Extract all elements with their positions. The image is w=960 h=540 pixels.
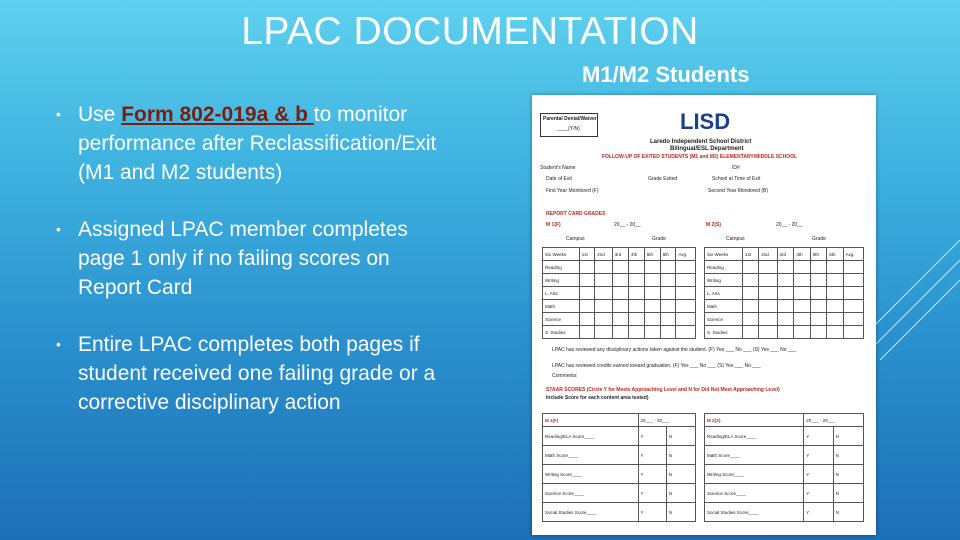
table-cell: 6th	[827, 248, 843, 261]
table-cell: N	[666, 503, 695, 522]
parental-label: Parental Denial/Waiver	[543, 116, 597, 122]
campus-label-2: Campus	[726, 236, 745, 242]
table-cell: Six Weeks	[543, 248, 580, 261]
bullet-icon: •	[56, 106, 61, 122]
table-cell: Y	[804, 446, 833, 465]
table-cell: 5th	[644, 248, 660, 261]
form-link[interactable]: Form 802-019a & b	[121, 103, 314, 126]
exit-date-label: Date of Exit	[546, 176, 572, 182]
table-cell: Science	[543, 313, 580, 326]
staar-heading: STAAR SCORES (Circle Y for Meets Approaching Level and N for Did Not Meet Approaching Level)	[546, 387, 780, 393]
table-cell: 2nd	[759, 248, 777, 261]
id-label: ID#	[732, 165, 740, 171]
table-cell: N	[833, 503, 863, 522]
table-cell: Science	[705, 313, 743, 326]
table-cell: N	[833, 465, 863, 484]
table-cell: Y	[804, 484, 833, 503]
second-year-checkbox: Second Year Monitored (B)	[708, 188, 769, 194]
table-cell: N	[833, 427, 863, 446]
table-cell: 20___ - 20___	[638, 414, 695, 427]
table-cell: M 1(F)	[543, 414, 639, 427]
table-cell: M 2(S)	[705, 414, 804, 427]
table-cell: Y	[638, 427, 666, 446]
bullet-text: Entire LPAC completes both pages if student received one failing grade or a corrective disciplinary action	[78, 333, 436, 414]
table-cell: 4th	[628, 248, 644, 261]
table-cell: Y	[638, 484, 666, 503]
grades-table-m1	[542, 247, 696, 339]
table-cell: Reading	[705, 261, 743, 274]
table-cell: Reading/ELA Score____	[543, 427, 639, 446]
slide-subtitle: M1/M2 Students	[582, 62, 750, 87]
table-cell: S. Studies	[543, 326, 580, 339]
report-card-heading: REPORT CARD GRADES	[546, 211, 606, 217]
table-cell: 6th	[660, 248, 676, 261]
table-cell: Avg.	[843, 248, 863, 261]
bullet-post: to monitor performance after Reclassification/Exit (M1 and M2 students)	[78, 103, 437, 184]
m2-year: 20__ - 20__	[776, 222, 803, 228]
slide-title: LPAC DOCUMENTATION	[241, 10, 699, 53]
comments-label: Comments:	[552, 373, 578, 379]
table-cell: Math Score____	[705, 446, 804, 465]
parental-yn: ____(Y/N)	[557, 126, 580, 132]
bullet-item	[56, 100, 456, 187]
bullet-item	[56, 215, 456, 302]
staar-table-m1	[542, 413, 696, 522]
lisd-logo: LISD	[680, 109, 731, 134]
table-cell: Math	[705, 300, 743, 313]
table-cell: Reading	[543, 261, 580, 274]
school-label: School at Time of Exit	[712, 176, 761, 182]
table-cell: 20___ - 20___	[804, 414, 864, 427]
bullet-pre: Use	[78, 103, 122, 126]
parental-box	[540, 113, 598, 137]
bullet-text: Assigned LPAC member completes page 1 only if no failing scores on Report Card	[78, 218, 408, 299]
grade-exited-label: Grade Exited	[648, 176, 678, 182]
table-cell: Y	[804, 503, 833, 522]
student-name-label: Student's Name	[540, 165, 576, 171]
table-cell: 3rd	[612, 248, 628, 261]
m2-label: M 2(S)	[706, 222, 721, 228]
table-cell: N	[666, 446, 695, 465]
table-cell: Y	[804, 427, 833, 446]
table-cell: 2nd	[595, 248, 613, 261]
table-cell: Y	[638, 465, 666, 484]
m1-label: M 1(F)	[546, 222, 561, 228]
lpac-grad-text: LPAC has reviewed credits earned toward graduation. (F) Yes ___ No ___ (S) Yes ___ No ___	[552, 363, 761, 369]
bullet-list	[56, 100, 456, 445]
table-cell: N	[833, 484, 863, 503]
table-cell: 1st	[579, 248, 594, 261]
table-cell: Y	[638, 446, 666, 465]
table-cell: 3rd	[777, 248, 794, 261]
table-cell: L. Arts	[705, 287, 743, 300]
table-cell: Y	[804, 465, 833, 484]
table-cell: Writing	[543, 274, 580, 287]
table-cell: Writing Score____	[543, 465, 639, 484]
bullet-icon: •	[56, 221, 61, 237]
table-cell: 5th	[810, 248, 826, 261]
table-cell: Social Studies Score____	[705, 503, 804, 522]
district-name: Laredo Independent School District	[650, 139, 752, 145]
grade-label-2: Grade	[812, 236, 826, 242]
table-cell: S. Studies	[705, 326, 743, 339]
table-cell: Y	[638, 503, 666, 522]
table-cell: N	[666, 484, 695, 503]
table-cell: Writing Score____	[705, 465, 804, 484]
table-cell: Reading/ELA Score____	[705, 427, 804, 446]
table-cell: N	[666, 465, 695, 484]
staar-table-m2	[704, 413, 864, 522]
table-cell: Writing	[705, 274, 743, 287]
table-cell: Math Score____	[543, 446, 639, 465]
staar-subheading: Include Score for each content area tested)	[546, 395, 649, 401]
table-cell: Avg.	[676, 248, 696, 261]
table-cell: N	[833, 446, 863, 465]
table-cell: N	[666, 427, 695, 446]
table-cell: L. Arts	[543, 287, 580, 300]
table-cell: 1st	[743, 248, 759, 261]
m1-year: 20__ - 20__	[614, 222, 641, 228]
bullet-icon: •	[56, 336, 61, 352]
campus-label: Campus	[566, 236, 585, 242]
bullet-item	[56, 330, 456, 417]
lpac-review-text: LPAC has reviewed any disciplinary actions taken against the student. (F) Yes ___ No ___ (S) Yes ___ No ___	[552, 347, 797, 353]
table-cell: Six Weeks	[705, 248, 743, 261]
department-name: Bilingual/ESL Department	[670, 146, 744, 152]
table-cell: Math	[543, 300, 580, 313]
table-cell: Science Score____	[705, 484, 804, 503]
form-image	[532, 95, 876, 535]
grade-label: Grade	[652, 236, 666, 242]
table-cell: 4th	[794, 248, 810, 261]
table-cell: Science Score____	[543, 484, 639, 503]
form-heading: FOLLOW-UP OF EXITED STUDENTS (M1 and M2) ELEMENTARY/MIDDLE SCHOOL	[602, 154, 798, 160]
table-cell: Social Studies Score____	[543, 503, 639, 522]
first-year-checkbox: First Year Monitored (F)	[546, 188, 599, 194]
grades-table-m2	[704, 247, 864, 339]
